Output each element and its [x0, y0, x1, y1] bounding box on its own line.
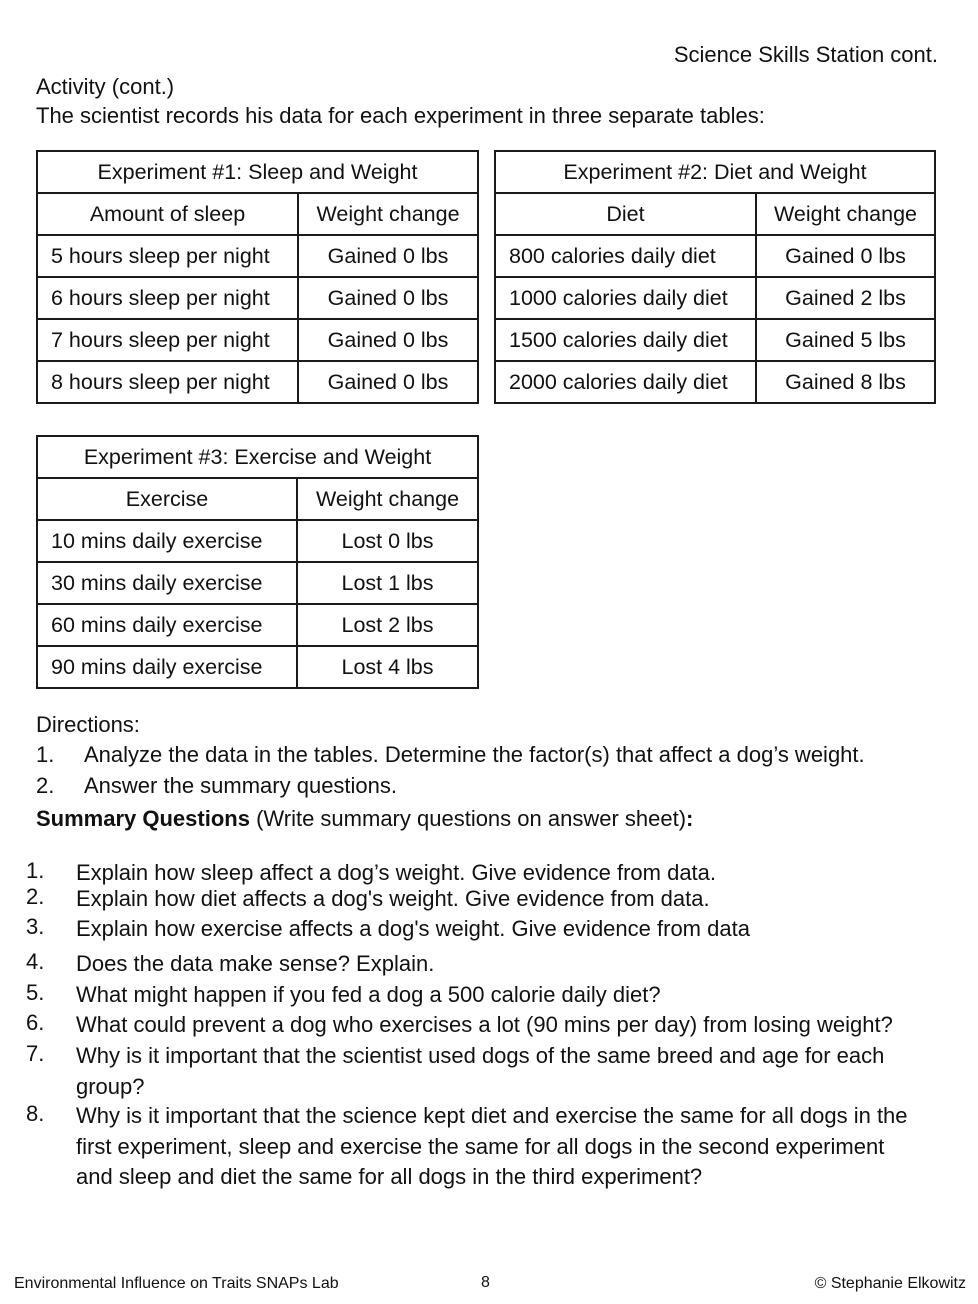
table-title: Experiment #2: Diet and Weight	[495, 151, 935, 193]
list-text: Analyze the data in the tables. Determine the factor(s) that affect a dog’s weight.	[84, 742, 865, 767]
table-row	[37, 361, 478, 403]
question-text: Why is it important that the science kept diet and exercise the same for all dogs in the first experiment, sleep and exercise the same for all dogs in the second experiment and sleep and diet the same for all dogs in the third experiment?	[76, 1103, 908, 1189]
table-cell: Lost 4 lbs	[297, 646, 478, 688]
question-text: What could prevent a dog who exercises a lot (90 mins per day) from losing weight?	[76, 1012, 893, 1037]
table-cell: 7 hours sleep per night	[37, 319, 298, 361]
table-cell: 6 hours sleep per night	[37, 277, 298, 319]
question-number: 1.	[26, 858, 45, 883]
table-cell: 10 mins daily exercise	[37, 520, 297, 562]
question-text: What might happen if you fed a dog a 500 calorie daily diet?	[76, 982, 661, 1007]
list-number: 2.	[36, 773, 55, 798]
directions-title: Directions:	[36, 712, 140, 737]
table-title: Experiment #1: Sleep and Weight	[37, 151, 478, 193]
table-row	[37, 646, 478, 688]
table-cell: Gained 8 lbs	[756, 361, 935, 403]
table-cell: Lost 0 lbs	[297, 520, 478, 562]
column-header: Exercise	[37, 478, 297, 520]
question-text: Explain how sleep affect a dog’s weight. Give evidence from data.	[76, 860, 717, 885]
table-row	[37, 277, 478, 319]
question-number: 3.	[26, 914, 45, 939]
table-cell: 1000 calories daily diet	[495, 277, 756, 319]
footer-title: Environmental Influence on Traits SNAPs Lab	[14, 1275, 339, 1292]
column-header: Weight change	[756, 193, 935, 235]
table-cell: Gained 0 lbs	[298, 277, 478, 319]
table-cell: Gained 5 lbs	[756, 319, 935, 361]
table-row	[495, 319, 935, 361]
table-cell: 30 mins daily exercise	[37, 562, 297, 604]
table-row	[495, 235, 935, 277]
table-cell: Gained 0 lbs	[756, 235, 935, 277]
table-cell: Lost 2 lbs	[297, 604, 478, 646]
table-row	[37, 520, 478, 562]
question-number: 2.	[26, 884, 45, 909]
summary-title-note: (Write summary questions on answer sheet)	[249, 806, 687, 831]
table-cell: 90 mins daily exercise	[37, 646, 297, 688]
experiment-2-table	[494, 150, 936, 404]
summary-title	[36, 806, 693, 832]
experiment-3-table	[36, 435, 479, 689]
table-cell: Gained 0 lbs	[298, 235, 478, 277]
table-row	[495, 361, 935, 403]
footer-copyright: © Stephanie Elkowitz	[814, 1275, 966, 1292]
activity-intro: The scientist records his data for each experiment in three separate tables:	[36, 103, 765, 128]
column-header: Weight change	[298, 193, 478, 235]
question-number: 5.	[26, 980, 45, 1005]
question-text: Why is it important that the scientist used dogs of the same breed and age for each group?	[76, 1043, 885, 1099]
question-text: Does the data make sense? Explain.	[76, 951, 435, 976]
question-number: 7.	[26, 1041, 45, 1066]
column-header: Amount of sleep	[37, 193, 298, 235]
question-number: 6.	[26, 1010, 45, 1035]
summary-title-colon: :	[686, 806, 694, 831]
question-number: 8.	[26, 1101, 45, 1126]
column-header: Diet	[495, 193, 756, 235]
table-cell: 8 hours sleep per night	[37, 361, 298, 403]
table-cell: Gained 0 lbs	[298, 361, 478, 403]
question-text: Explain how diet affects a dog's weight. Give evidence from data.	[76, 886, 710, 911]
table-row	[37, 235, 478, 277]
table-cell: Gained 0 lbs	[298, 319, 478, 361]
table-cell: 2000 calories daily diet	[495, 361, 756, 403]
activity-title: Activity (cont.)	[36, 74, 175, 99]
table-row	[37, 319, 478, 361]
column-header: Weight change	[297, 478, 478, 520]
list-text: Answer the summary questions.	[84, 773, 398, 798]
question-number: 4.	[26, 949, 45, 974]
question-text: Explain how exercise affects a dog's weight. Give evidence from data	[76, 916, 750, 941]
table-cell: Gained 2 lbs	[756, 277, 935, 319]
experiment-1-table	[36, 150, 479, 404]
summary-title-bold: Summary Questions	[36, 806, 250, 831]
table-title: Experiment #3: Exercise and Weight	[37, 436, 478, 478]
table-row	[495, 277, 935, 319]
station-header: Science Skills Station cont.	[673, 42, 938, 67]
table-cell: 800 calories daily diet	[495, 235, 756, 277]
table-cell: 60 mins daily exercise	[37, 604, 297, 646]
table-cell: 1500 calories daily diet	[495, 319, 756, 361]
page-number: 8	[481, 1274, 490, 1291]
table-cell: 5 hours sleep per night	[37, 235, 298, 277]
table-row	[37, 562, 478, 604]
list-number: 1.	[36, 742, 55, 767]
table-row	[37, 604, 478, 646]
table-cell: Lost 1 lbs	[297, 562, 478, 604]
